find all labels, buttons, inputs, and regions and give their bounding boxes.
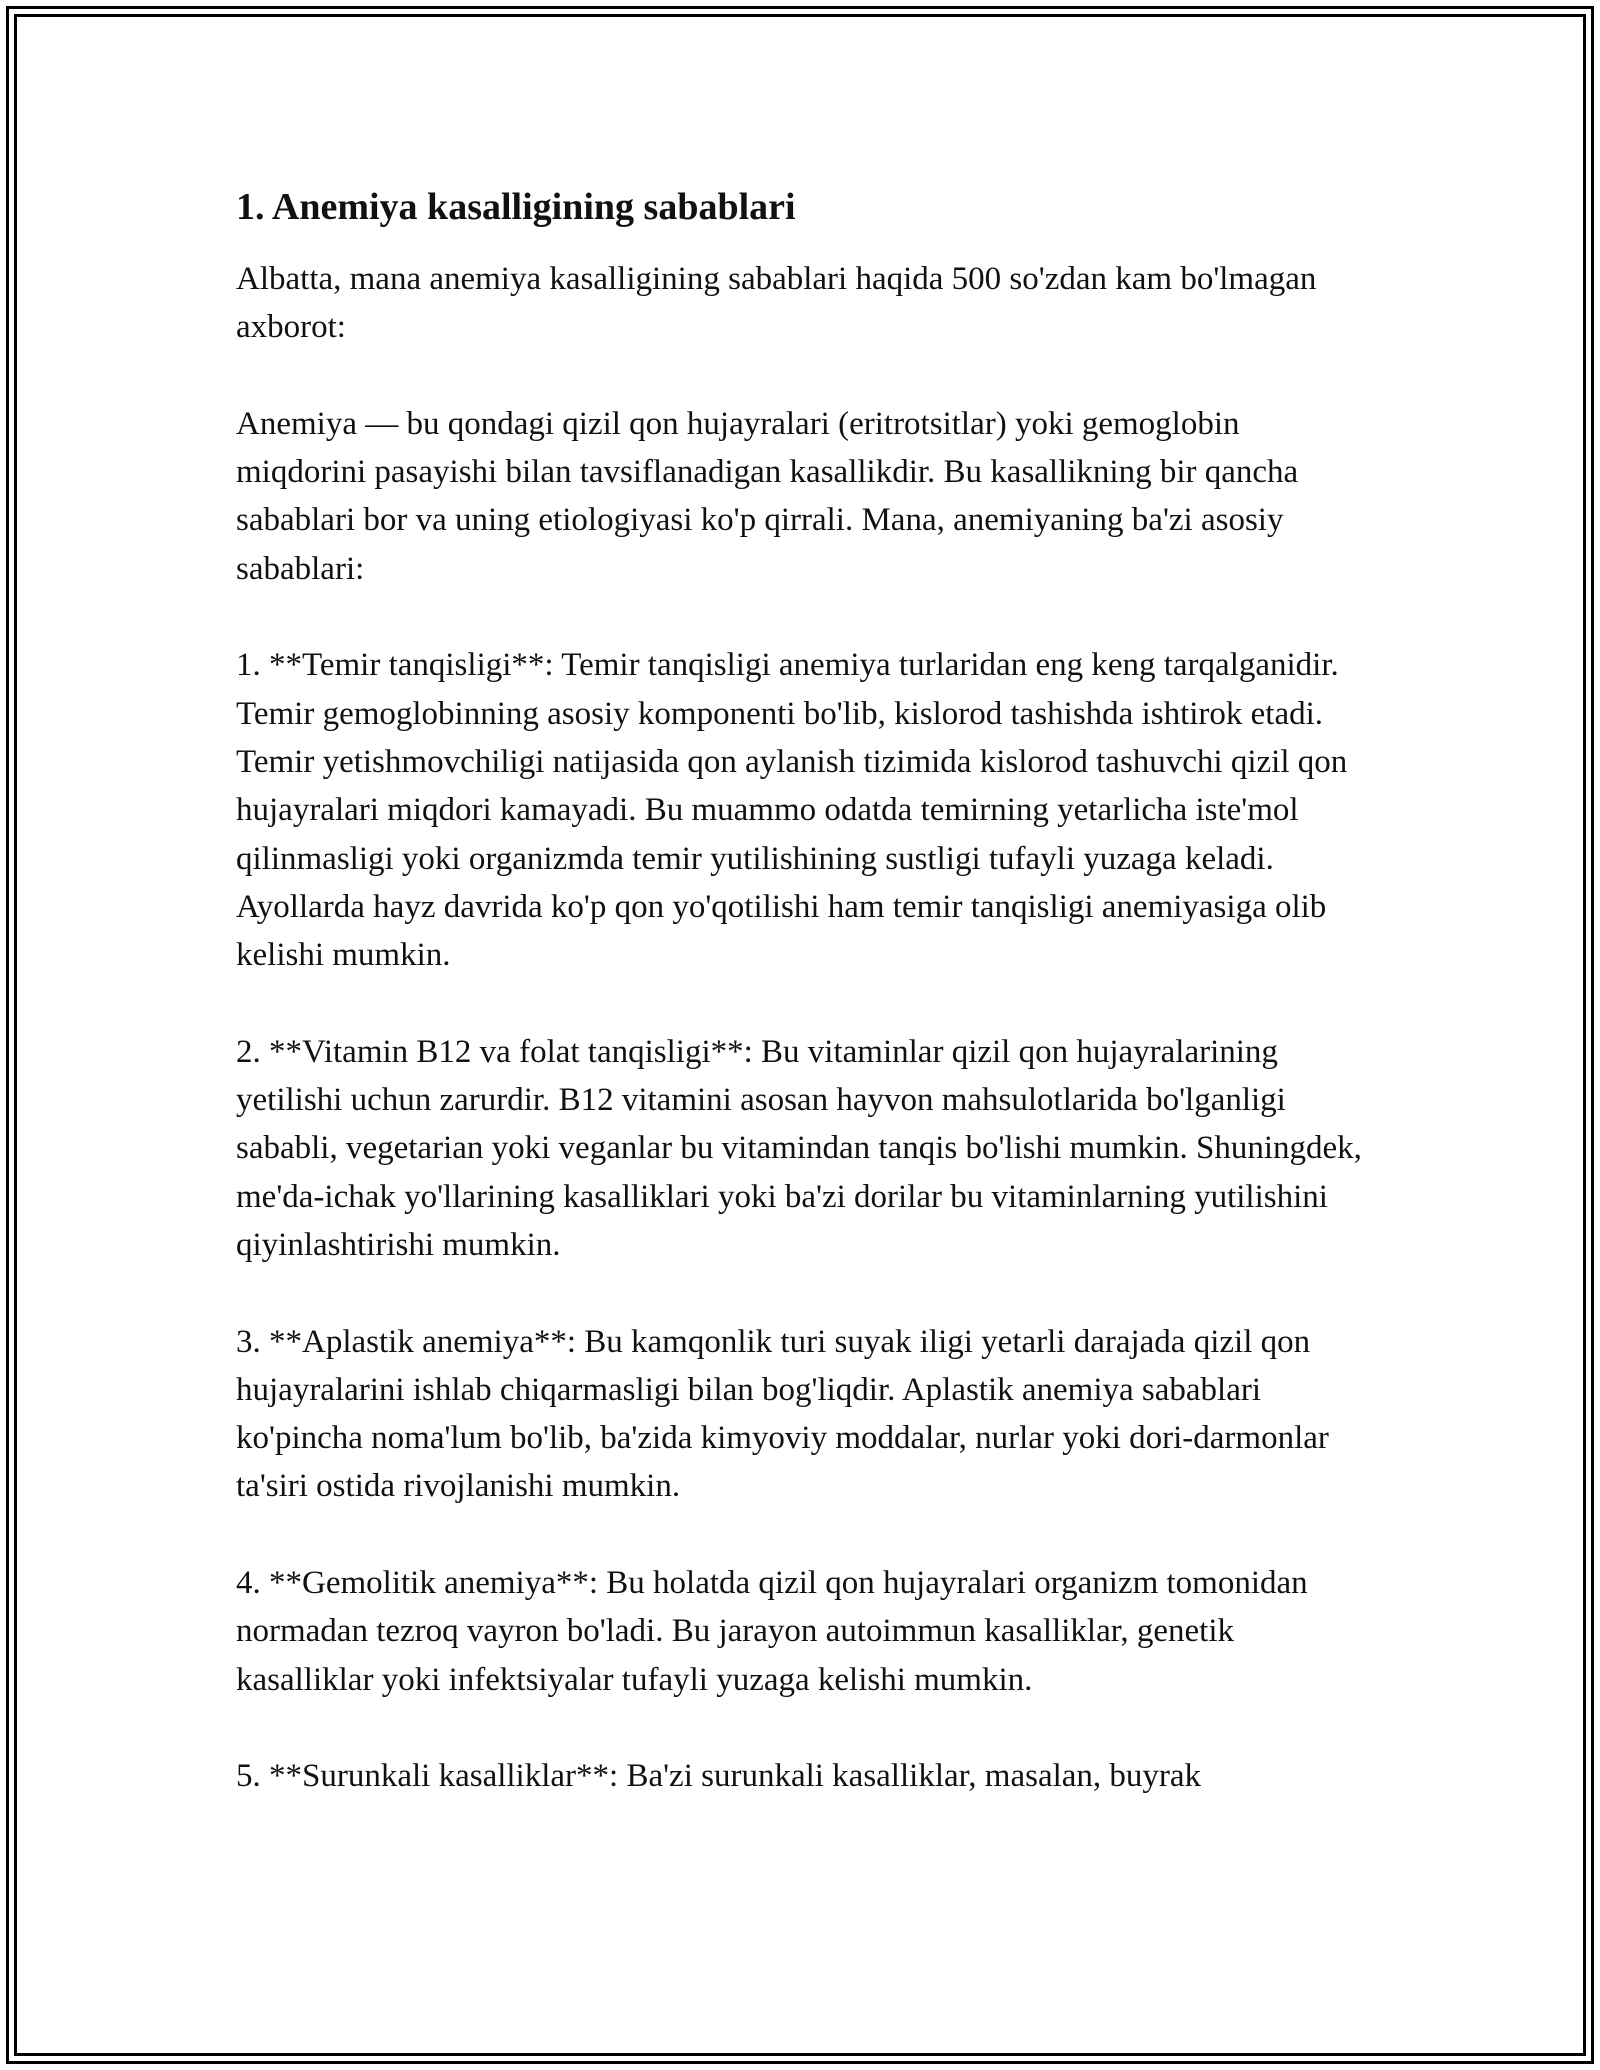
cause-aplastic-anemia-paragraph: 3. **Aplastik anemiya**: Bu kamqonlik turi suyak iligi yetarli darajada qizil qon hujayralarini ishlab chiqarmasligi bilan bog'liqdir. Aplastik anemiya sabablari ko'pincha noma'lum bo'lib, ba'zida kimyoviy moddalar, nurlar yoki dori-darmonlar ta'siri ostida rivojlanishi mumkin. — [236, 1323, 1329, 1505]
cause-iron-deficiency-paragraph: 1. **Temir tanqisligi**: Temir tanqisligi anemiya turlaridan eng keng tarqalganidir. Temir gemoglobinning asosiy komponenti bo'lib, kislorod tashishda ishtirok etadi. Temir yetishmovchiligi natijasida qon aylanish tizimida kislorod tashuvchi qizil qon hujayralari miqdori kamayadi. Bu muammo odatda temirning yetarlicha iste'mol qilinmasligi yoki organizmda temir yutilishining sustligi tufayli yuzaga keladi. Ayollarda hayz davrida ko'p qon yo'qotilishi ham temir tanqisligi anemiyasiga olib kelishi mumkin. — [236, 647, 1348, 974]
intro-paragraph: Albatta, mana anemiya kasalligining sabablari haqida 500 so'zdan kam bo'lmagan axborot: — [236, 261, 1317, 346]
cause-chronic-disease-paragraph: 5. **Surunkali kasalliklar**: Ba'zi surunkali kasalliklar, masalan, buyrak — [236, 1758, 1202, 1795]
section-heading: 1. Anemiya kasalligining sabablari — [236, 186, 796, 228]
cause-b12-folate-paragraph: 2. **Vitamin B12 va folat tanqisligi**: Bu vitaminlar qizil qon hujayralarining yetilishi uchun zarurdir. B12 vitamini asosan hayvon mahsulotlarida bo'lganligi sababli, vegetarian yoki veganlar bu vitamindan tanqis bo'lishi mumkin. Shuningdek, me'da-ichak yo'llarining kasalliklari yoki ba'zi dorilar bu vitaminlarning yutilishini qiyinlashtirishi mumkin. — [236, 1033, 1362, 1263]
cause-hemolytic-anemia-paragraph: 4. **Gemolitik anemiya**: Bu holatda qizil qon hujayralari organizm tomonidan normadan tezroq vayron bo'ladi. Bu jarayon autoimmun kasalliklar, genetik kasalliklar yoki infektsiyalar tufayli yuzaga kelishi mumkin. — [236, 1565, 1308, 1698]
document-body — [236, 183, 1376, 1801]
definition-paragraph: Anemiya — bu qondagi qizil qon hujayralari (eritrotsitlar) yoki gemoglobin miqdorini pasayishi bilan tavsiflanadigan kasallikdir. Bu kasallikning bir qancha sabablari bor va uning etiologiyasi ko'p qirrali. Mana, anemiyaning ba'zi asosiy sabablari: — [236, 405, 1299, 587]
